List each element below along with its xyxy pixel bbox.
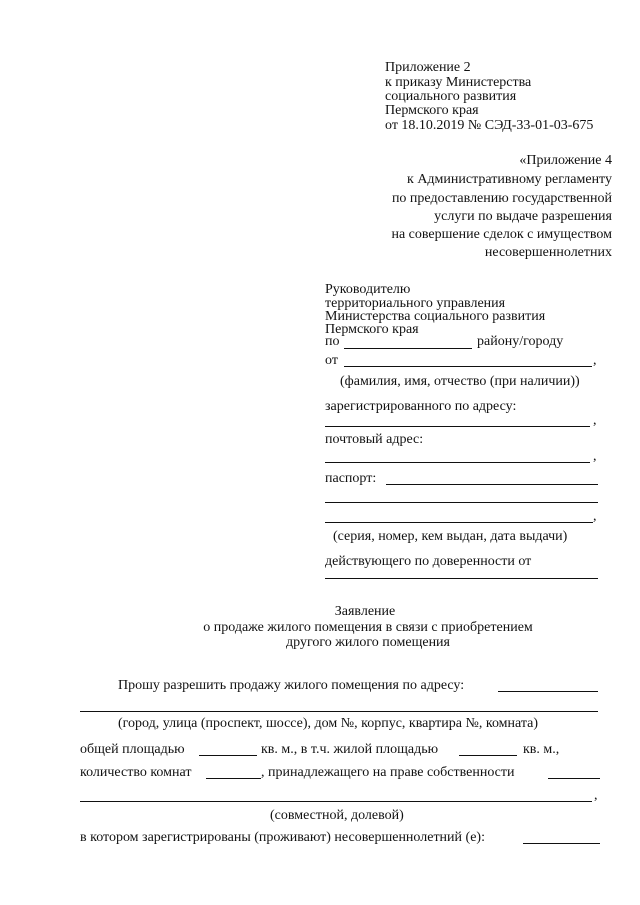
ownership-comma: , bbox=[594, 788, 598, 803]
rooms-count-field[interactable] bbox=[206, 778, 261, 779]
fio-comma: , bbox=[593, 353, 597, 368]
fio-field-line[interactable] bbox=[344, 366, 592, 367]
minors-label: в котором зарегистрированы (проживают) несовершеннолетний (е): bbox=[80, 830, 485, 845]
statement-title: Заявление bbox=[334, 604, 396, 619]
passport-line-3[interactable] bbox=[325, 522, 593, 523]
appendix2-line-1: Приложение 2 bbox=[385, 60, 471, 75]
passport-comma: , bbox=[593, 509, 597, 524]
proxy-label: действующего по доверенности от bbox=[325, 554, 532, 569]
rayon-field-line[interactable] bbox=[344, 348, 472, 349]
ownership-field-1[interactable] bbox=[548, 778, 600, 779]
addressee-ot: от bbox=[325, 353, 338, 368]
request-text: Прошу разрешить продажу жилого помещения по адресу: bbox=[118, 678, 465, 693]
registered-label: зарегистрированного по адресу: bbox=[325, 399, 517, 414]
ownership-hint: (совместной, долевой) bbox=[270, 808, 404, 823]
request-address-line-2[interactable] bbox=[80, 711, 598, 712]
ownership-field-2[interactable] bbox=[80, 801, 592, 802]
appendix2-line-2: к приказу Министерства bbox=[385, 75, 532, 90]
addressee-line-1: Руководителю bbox=[325, 282, 411, 297]
statement-subtitle-1: о продаже жилого помещения в связи с приобретением bbox=[203, 620, 533, 635]
postal-comma: , bbox=[593, 449, 597, 464]
addressee-rayon: району/городу bbox=[477, 334, 564, 349]
minors-field[interactable] bbox=[523, 843, 600, 844]
addressee-line-2: территориального управления bbox=[325, 296, 506, 311]
appendix4-line-5: на совершение сделок с имуществом bbox=[391, 227, 612, 242]
appendix4-line-4: услуги по выдаче разрешения bbox=[434, 209, 612, 224]
rooms-label-a: количество комнат bbox=[80, 765, 192, 780]
addressee-line-4: Пермского края bbox=[325, 322, 419, 337]
area-label-c: кв. м., bbox=[523, 742, 560, 757]
appendix2-line-5: от 18.10.2019 № СЭД-33-01-03-675 bbox=[385, 118, 594, 133]
postal-label: почтовый адрес: bbox=[325, 432, 424, 447]
registered-address-line[interactable] bbox=[325, 426, 590, 427]
request-address-line-1[interactable] bbox=[498, 691, 598, 692]
addressee-line-3: Министерства социального развития bbox=[325, 309, 546, 324]
area-label-a: общей площадью bbox=[80, 742, 185, 757]
registered-comma: , bbox=[593, 413, 597, 428]
total-area-field[interactable] bbox=[199, 755, 257, 756]
fio-hint: (фамилия, имя, отчество (при наличии)) bbox=[340, 374, 580, 389]
passport-hint: (серия, номер, кем выдан, дата выдачи) bbox=[333, 529, 568, 544]
address-hint: (город, улица (проспект, шоссе), дом №, корпус, квартира №, комната) bbox=[118, 716, 539, 731]
rooms-label-b: , принадлежащего на праве собственности bbox=[261, 765, 515, 780]
postal-address-line[interactable] bbox=[325, 462, 590, 463]
proxy-field-line[interactable] bbox=[325, 578, 598, 579]
appendix2-line-3: социального развития bbox=[385, 89, 517, 104]
appendix4-line-3: по предоставлению государственной bbox=[391, 191, 612, 206]
passport-line-2[interactable] bbox=[325, 502, 598, 503]
passport-label: паспорт: bbox=[325, 471, 377, 486]
appendix4-line-2: к Административному регламенту bbox=[407, 172, 612, 187]
appendix2-line-4: Пермского края bbox=[385, 103, 479, 118]
appendix4-line-6: несовершеннолетних bbox=[484, 245, 612, 260]
appendix4-line-1: «Приложение 4 bbox=[519, 153, 612, 168]
area-label-b: кв. м., в т.ч. жилой площадью bbox=[261, 742, 439, 757]
passport-line-1[interactable] bbox=[386, 484, 598, 485]
statement-subtitle-2: другого жилого помещения bbox=[286, 635, 450, 650]
living-area-field[interactable] bbox=[459, 755, 517, 756]
addressee-po: по bbox=[325, 334, 340, 349]
